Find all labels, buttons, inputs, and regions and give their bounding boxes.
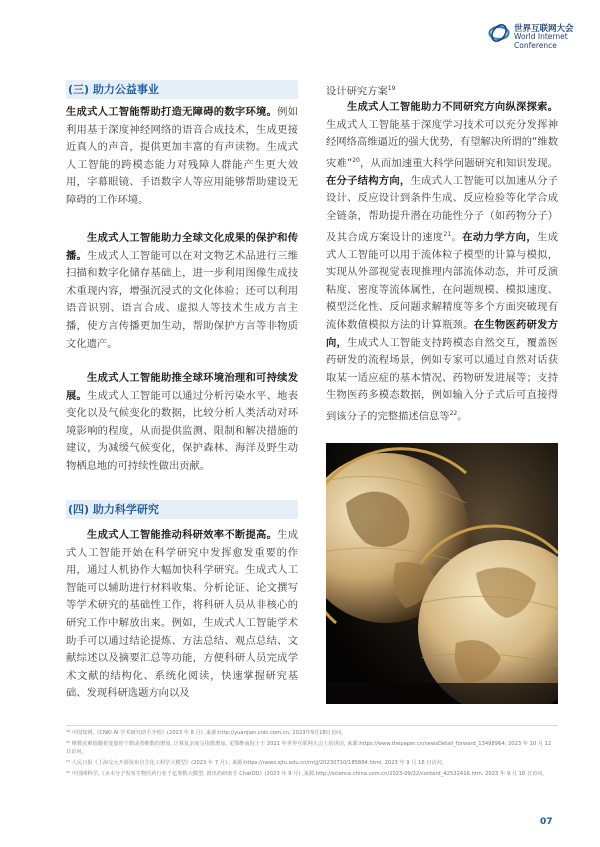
paragraph-lead: 生成式人工智能帮助打造无障碍的数字环境。 (66, 106, 278, 118)
paragraph-continuation: 设计研究方案$^{19}$ (326, 85, 396, 98)
paragraph-research-directions: 生成式人工智能助力不同研究方向纵深探索。生成式人工智能基于深度学习技术可以充分发挥神经网络高维逼近的强大优势，有望解决所谓的“维数灾难”$^{20}$，从而加速重大科学问题研究和知识发现。在分子结构方向，生成式人工智能可以加速从分子设计、反应设计到条件生成、反应检验等化学合成全链条，帮助提升潜在功能性分子（如药物分子）及其合成方案设计的速度$^{21}$。在动力学方向，生成式人工智能可以用于流体粒子模型的计算与模拟，实现从外部视觉表现推理内部流体动态，并可反演粘度、密度等流体属性，在问题规模、模拟速度、模型泛化性、反问题求解精度等多个方面突破现有流体数值模拟方法的计算瓶颈。在生物医药研发方向，生成式人工智能支持跨模态自然交互，覆盖医药研发的流程场景，例如专家可以通过自然对话获取某一适应症的基本情况、药物研发进展等；支持生物医药多模态数据，例如输入分子式后可直接得到该分子的完整描述信息等$^{22}$。 (326, 101, 559, 423)
footnote-divider (66, 725, 558, 726)
globe-ring-icon (488, 22, 510, 44)
paragraph-lead: 生成式人工智能推动科研效率不断提高。 (87, 529, 278, 541)
conference-logo (488, 16, 588, 56)
paragraph-lead: 生成式人工智能助推全球环境治理和可持续发展。 (66, 372, 298, 402)
paragraph-accessibility: 生成式人工智能帮助打造无障碍的数字环境。例如利用基于深度神经网络的语音合成技术，生成更接近真人的声音，提供更加丰富的有声读物。生成式人工智能的跨模态能力对残障人群能产生更大效用，字幕眼镜、手语数字人等应用能够帮助建设无障碍的工作环境。 (66, 106, 299, 206)
page-number: 07 (540, 817, 553, 827)
paragraph-subhead: 在动力学方向， (462, 231, 538, 243)
paragraph-environment: 生成式人工智能助推全球环境治理和可持续发展。生成式人工智能可以通过分析污染水平、地表变化以及气候变化的数据，比较分析人类活动对环境影响的程度，从而提供监测、限制和解决措施的建议，为减缓气候变化，保护森林、海洋及野生动物栖息地的可持续性做出贡献。 (66, 372, 299, 472)
globe-photo (326, 443, 558, 704)
footnote-22: ²² 中国网科学,《水木分子发布生物医药行业千亿参数大模型, 推出药研助手 ChatDD》(2023 年 9 月) ,来源:http://science.china.com.cn/2023-09/22/content_42532416.htm, 2023 年 9 月 18 日访问。 (66, 771, 548, 777)
footnote-ref: 20 (352, 156, 360, 164)
paragraph-lead: 生成式人工智能助力不同研究方向纵深探索。 (347, 101, 558, 113)
paragraph-culture: 生成式人工智能助力全球文化成果的保护和传播。生成式人工智能可以在对文物艺术品进行三维扫描和数字化储存基础上，进一步利用图像生成技术重现内容，增强沉浸式的文化体验；还可以利用语音识别、语言合成、虚拟人等技术生成方言主播，使方言传播更加生动，帮助保护方言等非物质文化遗产。 (66, 232, 299, 350)
footnote-20: ²⁰ 维数灾难指随着变量的个数或者维数的增加, 计算复杂度呈指数增加, 见鄂维南院士于 2021 年世界互联网大会上的讲话, 来源:https://www.thepaper.cn/newsDetail_forward_13498964, 2023 年 10 月 12 日访问。 (66, 741, 552, 755)
footnote-ref: 21 (443, 230, 452, 238)
section-heading-public-welfare: (三) 助力公益事业 (66, 80, 298, 99)
logo-chinese-text: 世界互联网大会 (514, 24, 574, 34)
section-heading-science: (四) 助力科学研究 (66, 500, 298, 519)
footnote-ref: 19 (387, 85, 396, 92)
paragraph-subhead: 在生物医药研发方向， (326, 318, 559, 349)
footnote-19: ¹⁹ 中国知网,《CNKI AI 学术研究助手介绍》(2023 年 8 月) ,来源:http://yuanjian.cnki.com.cn, 2023年9月18日访问。 (66, 730, 347, 736)
paragraph-research-efficiency: 生成式人工智能推动科研效率不断提高。生成式人工智能开始在科学研究中发挥愈发重要的作用，通过人机协作大幅加快科学研究。生成式人工智能可以辅助进行材料收集、分析论证、论文撰写等学术研究的基础性工作，将科研人员从非核心的研究工作中解放出来。例如，生成式人工智能学术助手可以通过结论提炼、方法总结、观点总结、文献综述以及摘要汇总等功能，方便科研人员完成学术文献的结构化、系统化阅读，快速掌握研究基础、发现科研选题方向以及 (66, 529, 299, 700)
logo-english-text: World Internet Conference (514, 32, 568, 50)
paragraph-lead: 生成式人工智能助力全球文化成果的保护和传播。 (66, 232, 298, 262)
footnote-ref: 22 (449, 409, 458, 417)
paragraph-subhead: 在分子结构方向， (326, 174, 411, 187)
footnote-21: ²¹ 人民日报《上海交大开源发布自主化工科学大模型》(2023 年 7 月) , 来源:https://news.sjtu.edu.cn/mtjj/20230710/185884.html, 2023 年 9 月 16 日访问。 (66, 760, 448, 766)
globes-illustration (326, 443, 558, 704)
